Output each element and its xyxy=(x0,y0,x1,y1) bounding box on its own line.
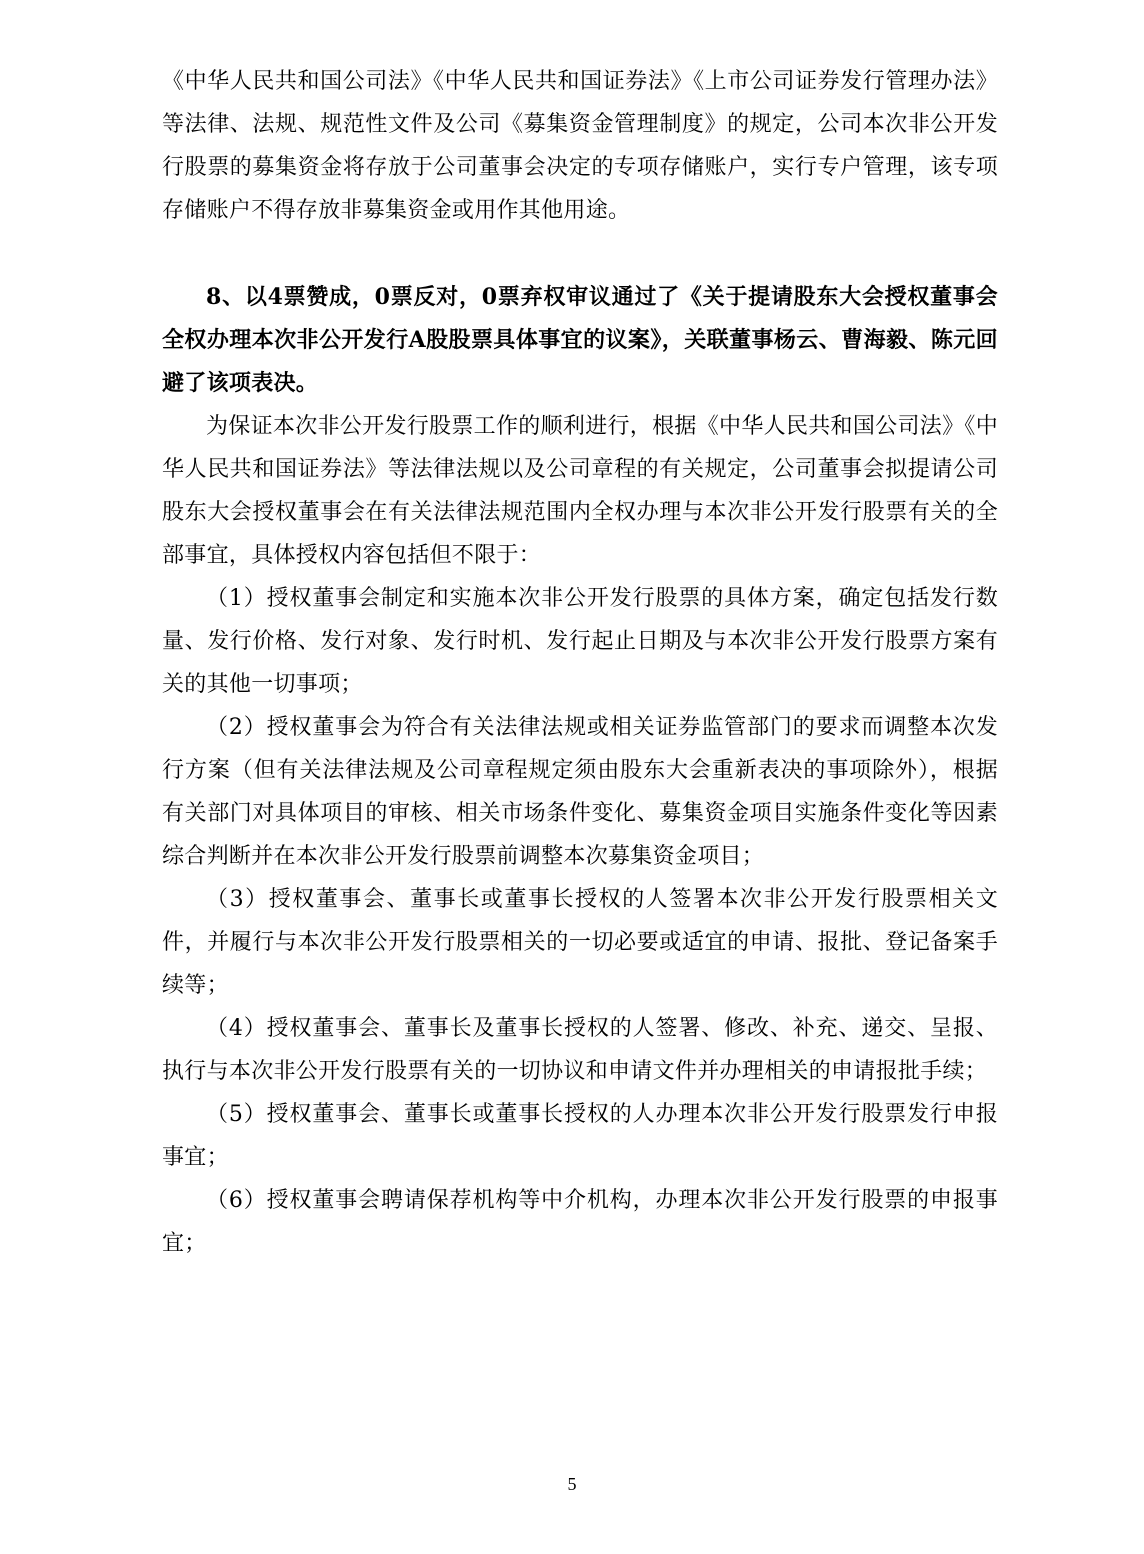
list-item: （6）授权董事会聘请保荐机构等中介机构，办理本次非公开发行股票的申报事宜； xyxy=(162,1188,998,1256)
paragraph-fund-storage: 《中华人民共和国公司法》《中华人民共和国证券法》《上市公司证券发行管理办法》等法律、法规、规范性文件及公司《募集资金管理制度》的规定，公司本次非公开发行股票的募集资金将存放于公司董事会决定的专项存储账户，实行专户管理，该专项存储账户不得存放非募集资金或用作其他用途。 xyxy=(162,69,998,223)
list-item: （1）授权董事会制定和实施本次非公开发行股票的具体方案，确定包括发行数量、发行价格、发行对象、发行时机、发行起止日期及与本次非公开发行股票方案有关的其他一切事项； xyxy=(162,586,998,697)
resolution-heading: 8、以4票赞成，0票反对，0票弃权审议通过了《关于提请股东大会授权董事会全权办理本次非公开发行A股股票具体事宜的议案》，关联董事杨云、曹海毅、陈元回避了该项表决。 xyxy=(162,284,998,396)
list-item: （4）授权董事会、董事长及董事长授权的人签署、修改、补充、递交、呈报、执行与本次非公开发行股票有关的一切协议和申请文件并办理相关的申请报批手续； xyxy=(162,1016,998,1084)
list-item: （5）授权董事会、董事长或董事长授权的人办理本次非公开发行股票发行申报事宜； xyxy=(162,1102,998,1170)
paragraph-gap xyxy=(162,232,998,276)
paragraph-intro: 为保证本次非公开发行股票工作的顺利进行，根据《中华人民共和国公司法》《中华人民共和国证券法》等法律法规以及公司章程的有关规定，公司董事会拟提请公司股东大会授权董事会在有关法律法规范围内全权办理与本次非公开发行股票有关的全部事宜，具体授权内容包括但不限于： xyxy=(162,414,998,568)
list-item: （3）授权董事会、董事长或董事长授权的人签署本次非公开发行股票相关文件，并履行与本次非公开发行股票相关的一切必要或适宜的申请、报批、登记备案手续等； xyxy=(162,887,998,998)
page-number: 5 xyxy=(567,1474,577,1494)
document-body xyxy=(162,60,998,1265)
list-item: （2）授权董事会为符合有关法律法规或相关证券监管部门的要求而调整本次发行方案（但有关法律法规及公司章程规定须由股东大会重新表决的事项除外），根据有关部门对具体项目的审核、相关市场条件变化、募集资金项目实施条件变化等因素综合判断并在本次非公开发行股票前调整本次募集资金项目； xyxy=(162,715,998,869)
